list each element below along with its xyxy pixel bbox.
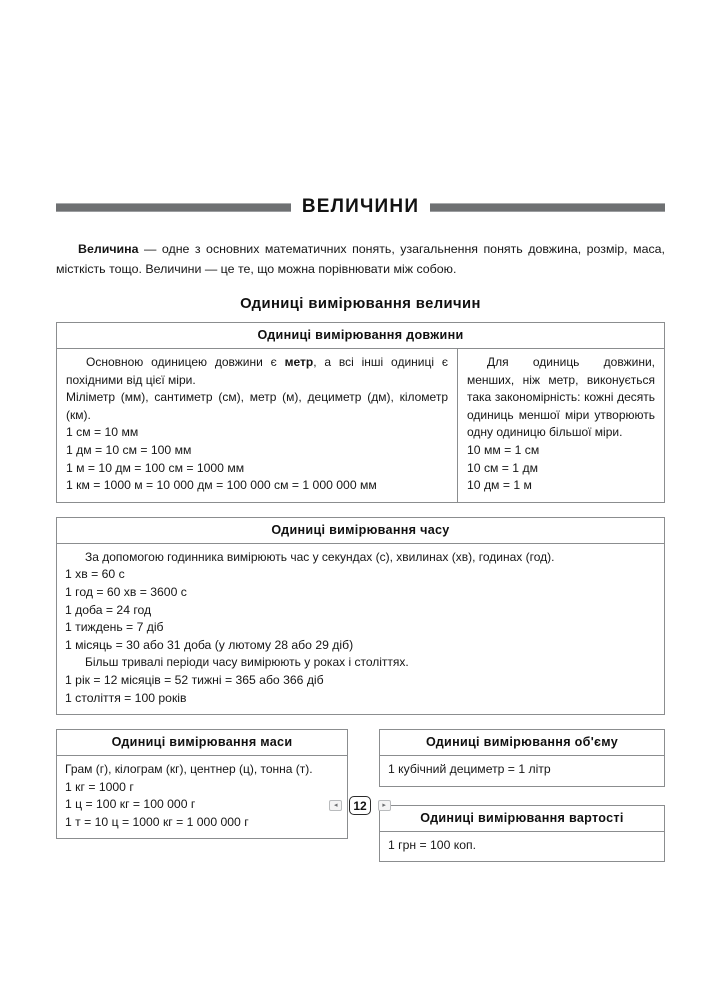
cost-table-header: Одиниці вимірювання вартості	[380, 806, 664, 832]
volume-table-body	[380, 756, 664, 786]
time-equation: 1 місяць = 30 або 31 доба (у лютому 28 або 29 діб)	[65, 637, 354, 652]
length-equation: 1 м = 10 дм = 100 см = 1000 мм	[66, 460, 245, 475]
page-number-badge: 12	[349, 796, 370, 815]
volume-equation: 1 кубічний дециметр = 1 літр	[388, 762, 551, 777]
mass-equation: 1 ц = 100 кг = 100 000 г	[65, 797, 196, 812]
volume-units-table	[379, 729, 665, 787]
page-pager	[0, 796, 720, 815]
bottom-left-column	[56, 729, 348, 853]
length-table-right-column	[458, 349, 664, 502]
time-equation: 1 год = 60 хв = 3600 с	[65, 584, 187, 599]
page-content	[56, 196, 665, 876]
length-left-para-bold: метр	[284, 355, 314, 369]
length-right-paragraph: Для одиниць довжини, менших, ніж метр, виконується така закономірність: кожні десять одиниць меншої міри утворюють одну одиницю більшої міри.	[467, 355, 655, 440]
length-equation: 10 дм = 1 м	[467, 478, 532, 493]
time-equation: 1 рік = 12 місяців = 52 тижні = 365 або 366 діб	[65, 672, 324, 687]
time-equation: 1 століття = 100 років	[65, 690, 187, 705]
length-equation: 1 км = 1000 м = 10 000 дм = 100 000 см = 1 000 000 мм	[66, 478, 377, 493]
length-table-body	[57, 349, 664, 502]
next-page-arrow-icon[interactable]: ▸	[378, 800, 391, 811]
length-equation: 10 см = 1 дм	[467, 460, 538, 475]
decorative-rule-left	[56, 203, 291, 212]
time-table-header: Одиниці вимірювання часу	[57, 518, 664, 544]
intro-paragraph	[56, 240, 665, 279]
length-left-para-post: , а всі інші одиниці є похідними від цієї міри.	[66, 355, 448, 387]
time-equation: 1 хв = 60 с	[65, 567, 125, 582]
time-equation: 1 тиждень = 7 діб	[65, 620, 164, 635]
length-units-table	[56, 322, 665, 503]
previous-page-arrow-icon[interactable]: ◂	[329, 800, 342, 811]
mass-table-header: Одиниці вимірювання маси	[57, 730, 347, 756]
length-units-line: Міліметр (мм), сантиметр (см), метр (м), дециметр (дм), кілометр (км).	[66, 390, 448, 422]
length-equation: 1 дм = 10 см = 100 мм	[66, 442, 192, 457]
page-title: ВЕЛИЧИНИ	[301, 196, 420, 217]
length-table-left-column	[57, 349, 458, 502]
length-left-paragraph	[66, 354, 448, 389]
mass-equation: 1 кг = 1000 г	[65, 779, 134, 794]
time-intro-paragraph: За допомогою годинника вимірюють час у секундах (с), хвилинах (хв), годинах (год).	[85, 549, 555, 564]
sub-heading: Одиниці вимірювання величин	[240, 296, 481, 312]
volume-table-header: Одиниці вимірювання об'єму	[380, 730, 664, 756]
cost-equation: 1 грн = 100 коп.	[388, 837, 476, 852]
time-units-table	[56, 517, 665, 715]
length-equation: 1 см = 10 мм	[66, 425, 139, 440]
time-equation: 1 доба = 24 год	[65, 602, 152, 617]
time-table-body	[57, 544, 664, 714]
intro-rest-text: — одне з основних математичних понять, узагальнення понять довжина, розмір, маса, місткість тощо. Величини — це те, що можна порівнювати між собою.	[56, 242, 665, 276]
mass-equation: 1 т = 10 ц = 1000 кг = 1 000 000 г	[65, 814, 249, 829]
section-title-row	[56, 196, 665, 218]
decorative-rule-right	[430, 203, 665, 212]
length-equation: 10 мм = 1 см	[467, 442, 540, 457]
time-note: Більш тривалі періоди часу вимірюють у роках і століттях.	[85, 655, 409, 670]
length-table-header: Одиниці вимірювання довжини	[57, 323, 664, 349]
length-left-para-pre: Основною одиницею довжини є	[86, 355, 285, 369]
mass-units-line: Грам (г), кілограм (кг), центнер (ц), тонна (т).	[65, 762, 313, 777]
cost-table-body	[380, 832, 664, 862]
mass-units-table	[56, 729, 348, 839]
intro-lead-term: Величина	[78, 242, 139, 256]
